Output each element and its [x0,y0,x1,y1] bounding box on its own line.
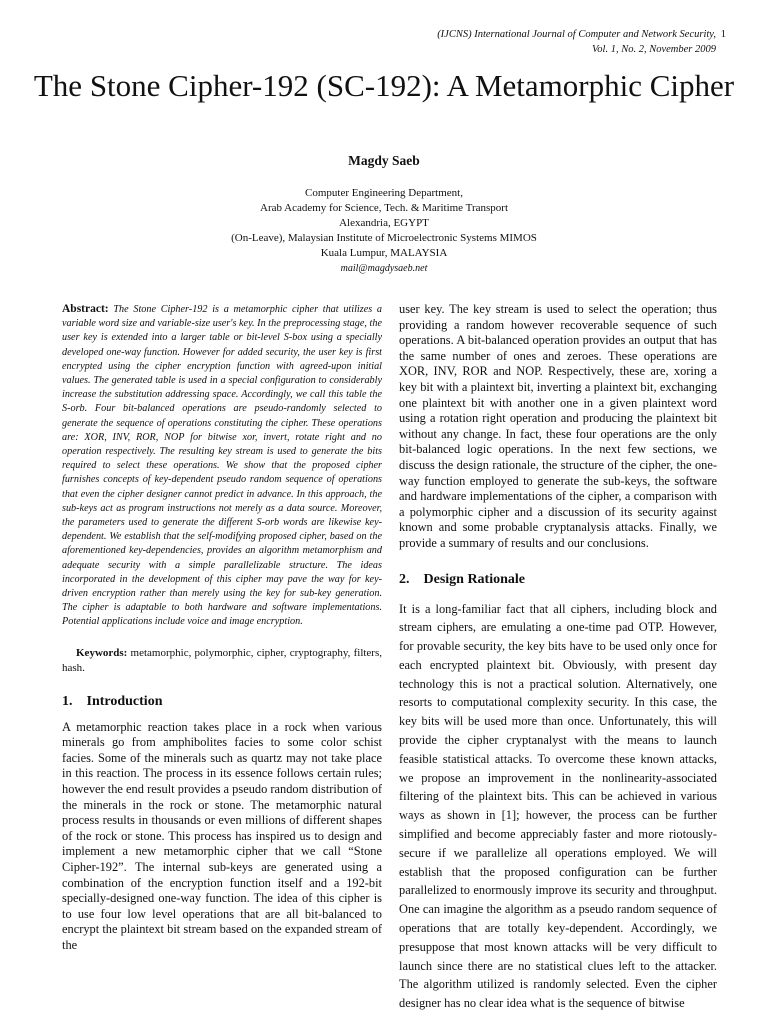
section-title: Design Rationale [423,571,525,587]
paper-title: The Stone Cipher-192 (SC-192): A Metamorphic Cipher [33,68,735,103]
affiliation-line: (On-Leave), Malaysian Institute of Microelectronic Systems MIMOS [231,232,537,244]
keywords-label: Keywords: [76,646,128,659]
section-heading-design-rationale [399,572,717,588]
design-rationale-paragraph: It is a long-familiar fact that all ciphers, including block and stream ciphers, are emulating a one-time pad OTP. However, for provable security, the key bits have to be used only once for each encrypted plaintext bit. Obviously, with present day technology this is not a practical solution. Alternatively, one resorts to computational complexity security. In this case, the key bits will be used more than once. Unfortunately, this will provide the cipher cryptanalyst with the means to launch feasible statistical attacks. To overcome these known attacks, we propose an improvement in the nonlinearity-associated filtering of the plaintext bits. This can be achieved in various ways as shown in [1]; however, the process can be further simplified and become appreciably faster and more riotously-secure if we parallelize all operations employed. We will establish that the proposed configuration can be further parallelized to enormously improve its security and throughput. One can imagine the algorithm as a pseudo random sequence of operations that are totally key-dependent. Accordingly, we presuppose that most known attacks will be very difficult to launch since there are no statistical clues left to the attacker. The algorithm utilized is randomly selected. Even the cipher designer has no clear idea what is the sequence of bitwise [399,601,717,1011]
keywords [62,646,382,676]
section-number: 2. [399,571,410,587]
affiliation-block [0,186,768,276]
author-email: mail@magdysaeb.net [340,263,428,274]
journal-volume: Vol. 1, No. 2, November 2009 [592,44,716,55]
abstract-label: Abstract: [62,303,109,315]
journal-name: (IJCNS) International Journal of Computer and Network Security, [437,29,716,40]
introduction-continuation: user key. The key stream is used to select the operation; thus providing a random however recoverable sequence of such operations. A bit-balanced operation provides an output that has the same number of ones and zeroes. These operations are XOR, INV, ROR and NOP. Respectively, these are, xoring a key bit with a plaintext bit, inverting a plaintext bit, exchanging one plaintext bit with another one in a given plaintext word using a rotation right operation and producing the plaintext bit without any change. In fact, these four operations are the only bit-balanced logic operations. In the next few sections, we discuss the design rationale, the structure of the cipher, the one-way function employed to generate the sub-keys, the software and hardware implementations of the cipher, a comparison with a polymorphic cipher and a discussion of its security against known and some probable cryptanalysis attacks. Finally, we provide a summary of results and our conclusions. [399,302,717,550]
page-number: 1 [720,29,726,40]
author-name: Magdy Saeb [348,153,420,168]
section-heading-introduction [62,694,382,710]
abstract [62,302,382,630]
section-title: Introduction [86,693,163,709]
affiliation-line: Arab Academy for Science, Tech. & Maritime Transport [260,202,508,214]
abstract-text: The Stone Cipher-192 is a metamorphic cipher that utilizes a variable word size and variable-size user's key. In the preprocessing stage, the user key is extended into a larger table or bit-level S-box using a specially developed one-way function. However for added security, the user key is first encrypted using the cipher encryption function with agreed-upon initial values. The generated table is used in a special configuration to considerably increase the substitution addressing space. Accordingly, we call this table the S-orb. Four bit-balanced operations are pseudo-randomly selected to generate the sequence of operations constituting the cipher. These operations are: XOR, INV, ROR, NOP for bitwise xor, invert, rotate right and no operation respectively. The resulting key stream is used to generate the bits required to select these operations. We show that the proposed cipher furnishes concepts of key-dependent pseudo random sequence of operations that even the cipher designer cannot predict in advance. In this approach, the sub-keys act as program instructions not merely as a data source. Moreover, the parameters used to generate the different S-orb words are likewise key-dependent. We establish that the self-modifying proposed cipher, based on the aforementioned key-dependencies, provides an algorithm metamorphism and adequate security with a simple parallelizable structure. The ideas incorporated in the development of this cipher may pave the way for key-driven encryption rather than merely using the key for sub-key generation. The cipher is adaptable to both hardware and software implementations. Potential applications include voice and image encryption. [62,304,383,628]
section-number: 1. [62,693,73,709]
running-header [437,27,726,57]
right-column [399,302,717,1013]
keywords-text: metamorphic, polymorphic, cipher, cryptography, filters, hash. [62,646,383,674]
affiliation-line: Alexandria, EGYPT [339,217,429,229]
affiliation-line: Kuala Lumpur, MALAYSIA [320,247,448,259]
affiliation-line: Computer Engineering Department, [305,187,463,199]
introduction-paragraph: A metamorphic reaction takes place in a rock when various minerals go from amphibolites facies to some color schist facies. Some of the minerals such as quartz may not take place in this reaction. The process in its essence follows certain rules; however the end result provides a pseudo random distribution of the minerals in the rock or stone. The metamorphic natural process results in thousands or even millions of different shapes of the rock or stone. This process has inspired us to design and implement a new metamorphic cipher that we call “Stone Cipher-192”. The internal sub-keys are generated using a combination of the encryption function itself and a 192-bit specially-designed one-way function. The idea of this cipher is to use four low level operations that are all bit-balanced to encrypt the plaintext bit stream based on the expanded stream of the [62,719,382,952]
left-column [62,302,382,954]
